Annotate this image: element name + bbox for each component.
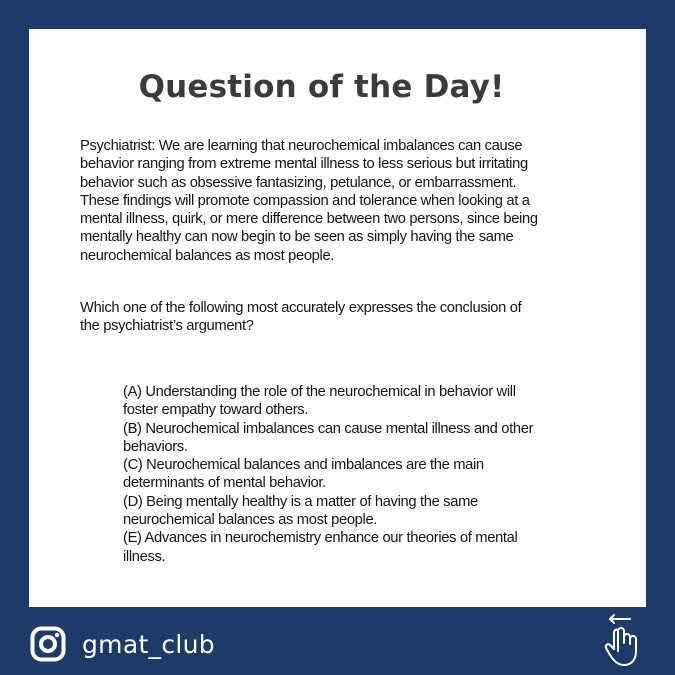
passage-text xyxy=(80,137,619,265)
passage-line: Psychiatrist: We are learning that neurochemical imbalances can cause xyxy=(80,137,523,154)
question-card xyxy=(29,29,646,607)
option-e-line: (E) Advances in neurochemistry enhance our theories of mental xyxy=(123,529,518,547)
answer-options xyxy=(123,383,608,566)
title-text: Question of the Day! xyxy=(138,69,505,105)
passage-line: mental illness, quirk, or mere difference between two persons, since being xyxy=(80,210,538,228)
passage-line: mentally healthy can now begin to be seen as simply having the same xyxy=(80,228,514,246)
question-stem xyxy=(80,299,619,336)
option-a-line: (A) Understanding the role of the neurochemical in behavior will xyxy=(123,383,516,400)
footer xyxy=(0,607,675,675)
question-line: Which one of the following most accurately expresses the conclusion of xyxy=(80,299,522,316)
question-line: the psychiatrist’s argument? xyxy=(80,317,254,335)
page-title xyxy=(29,69,646,105)
option-c-line: (C) Neurochemical balances and imbalances are the main xyxy=(123,456,484,474)
option-b-line: behaviors. xyxy=(123,437,188,455)
instagram-icon[interactable] xyxy=(30,626,66,662)
option-d-line: neurochemical balances as most people. xyxy=(123,511,378,529)
option-a-line: foster empathy toward others. xyxy=(123,401,309,419)
option-c-line: determinants of mental behavior. xyxy=(123,474,326,492)
option-e-line: illness. xyxy=(123,547,166,565)
passage-line: behavior such as obsessive fantasizing, petulance, or embarrassment. xyxy=(80,173,517,191)
passage-line: neurochemical balances as most people. xyxy=(80,246,335,264)
swipe-hand-icon xyxy=(600,613,644,669)
option-b-line: (B) Neurochemical imbalances can cause mental illness and other xyxy=(123,419,534,437)
passage-line: behavior ranging from extreme mental illness to less serious but irritating xyxy=(80,155,528,173)
instagram-handle[interactable]: gmat_club xyxy=(82,630,215,659)
passage-line: These findings will promote compassion and tolerance when looking at a xyxy=(80,191,530,209)
option-d-line: (D) Being mentally healthy is a matter of having the same xyxy=(123,492,478,510)
